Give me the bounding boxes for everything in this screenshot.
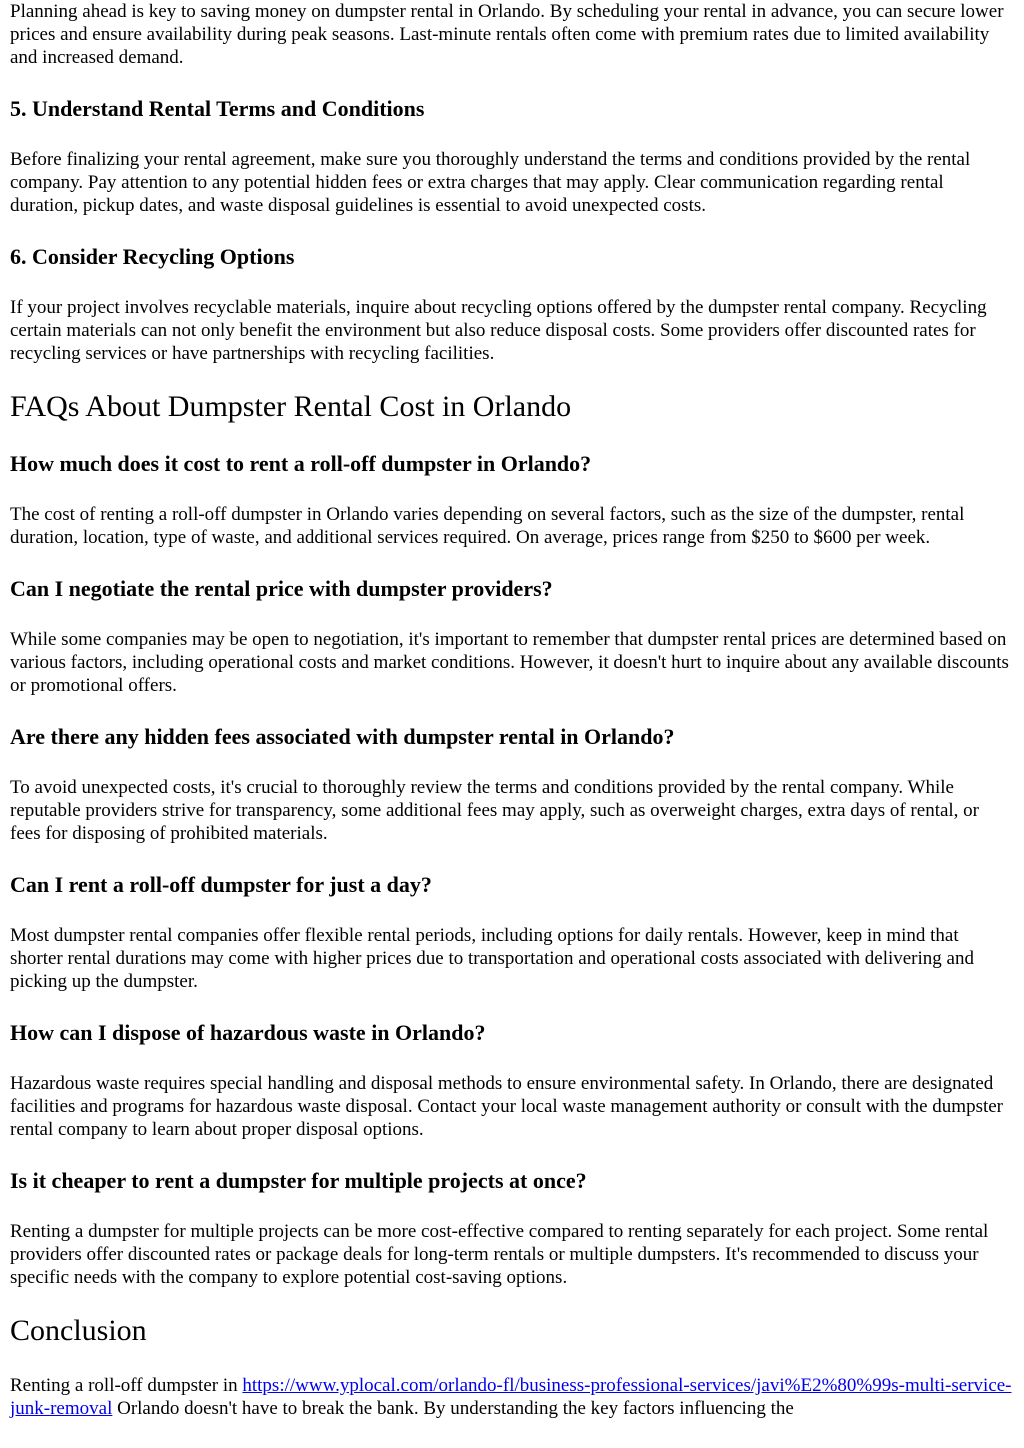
faq-answer: Renting a dumpster for multiple projects can be more cost-effective compared to renting separately for each project. Some rental providers offer discounted rates or package deals for long-term rentals or multiple dumpsters. It's recommended to discuss your specific needs with the company to explore potential cost-saving options.	[10, 1221, 989, 1288]
faq-question: Can I rent a roll-off dumpster for just a day?	[10, 872, 432, 897]
conclusion-lead-text: Renting a roll-off dumpster in	[10, 1375, 243, 1396]
tip5-heading: 5. Understand Rental Terms and Conditions	[10, 96, 425, 121]
tip6-body: If your project involves recyclable materials, inquire about recycling options offered by the dumpster rental company. Recycling certain materials can not only benefit the environment but also reduce disposal costs. Some providers offer discounted rates for recycling services or have partnerships with recycling facilities.	[10, 297, 987, 364]
faq-answer: While some companies may be open to negotiation, it's important to remember that dumpster rental prices are determined based on various factors, including operational costs and market conditions. However, it doesn't hurt to inquire about any available discounts or promotional offers.	[10, 629, 1009, 696]
faq-answer: Most dumpster rental companies offer flexible rental periods, including options for daily rentals. However, keep in mind that shorter rental durations may come with higher prices due to transportation and operational costs associated with delivering and picking up the dumpster.	[10, 925, 974, 992]
conclusion-title: Conclusion	[10, 1314, 147, 1347]
faq-answer: The cost of renting a roll-off dumpster in Orlando varies depending on several factors, such as the size of the dumpster, rental duration, location, type of waste, and additional services required. On average, prices range from $250 to $600 per week.	[10, 504, 965, 548]
faq-question: How can I dispose of hazardous waste in Orlando?	[10, 1020, 486, 1045]
faq-question: How much does it cost to rent a roll-off dumpster in Orlando?	[10, 451, 592, 476]
intro-paragraph: Planning ahead is key to saving money on dumpster rental in Orlando. By scheduling your rental in advance, you can secure lower prices and ensure availability during peak seasons. Last-minute rentals often come with premium rates due to limited availability and increased demand.	[10, 1, 1004, 68]
faqs-title: FAQs About Dumpster Rental Cost in Orlando	[10, 390, 572, 423]
faq-question: Are there any hidden fees associated with dumpster rental in Orlando?	[10, 724, 675, 749]
tip6-heading: 6. Consider Recycling Options	[10, 244, 295, 269]
tip5-body: Before finalizing your rental agreement, make sure you thoroughly understand the terms and conditions provided by the rental company. Pay attention to any potential hidden fees or extra charges that may apply. Clear communication regarding rental duration, pickup dates, and waste disposal guidelines is essential to avoid unexpected costs.	[10, 149, 971, 216]
business-listing-link[interactable]: https://www.yplocal.com/orlando-fl/business-professional-services/javi%E2%80%99s-multi-service-junk-removal	[10, 1375, 1012, 1419]
faq-answer: To avoid unexpected costs, it's crucial to thoroughly review the terms and conditions provided by the rental company. While reputable providers strive for transparency, some additional fees may apply, such as overweight charges, extra days of rental, or fees for disposing of prohibited materials.	[10, 777, 980, 844]
faq-answer: Hazardous waste requires special handling and disposal methods to ensure environmental safety. In Orlando, there are designated facilities and programs for hazardous waste disposal. Contact your local waste management authority or consult with the dumpster rental company to learn about proper disposal options.	[10, 1073, 1004, 1140]
conclusion-paragraph	[10, 1374, 1014, 1420]
faq-question: Can I negotiate the rental price with dumpster providers?	[10, 576, 553, 601]
conclusion-tail-text: Orlando doesn't have to break the bank. By understanding the key factors influencing the	[112, 1398, 794, 1419]
faq-question: Is it cheaper to rent a dumpster for multiple projects at once?	[10, 1168, 587, 1193]
